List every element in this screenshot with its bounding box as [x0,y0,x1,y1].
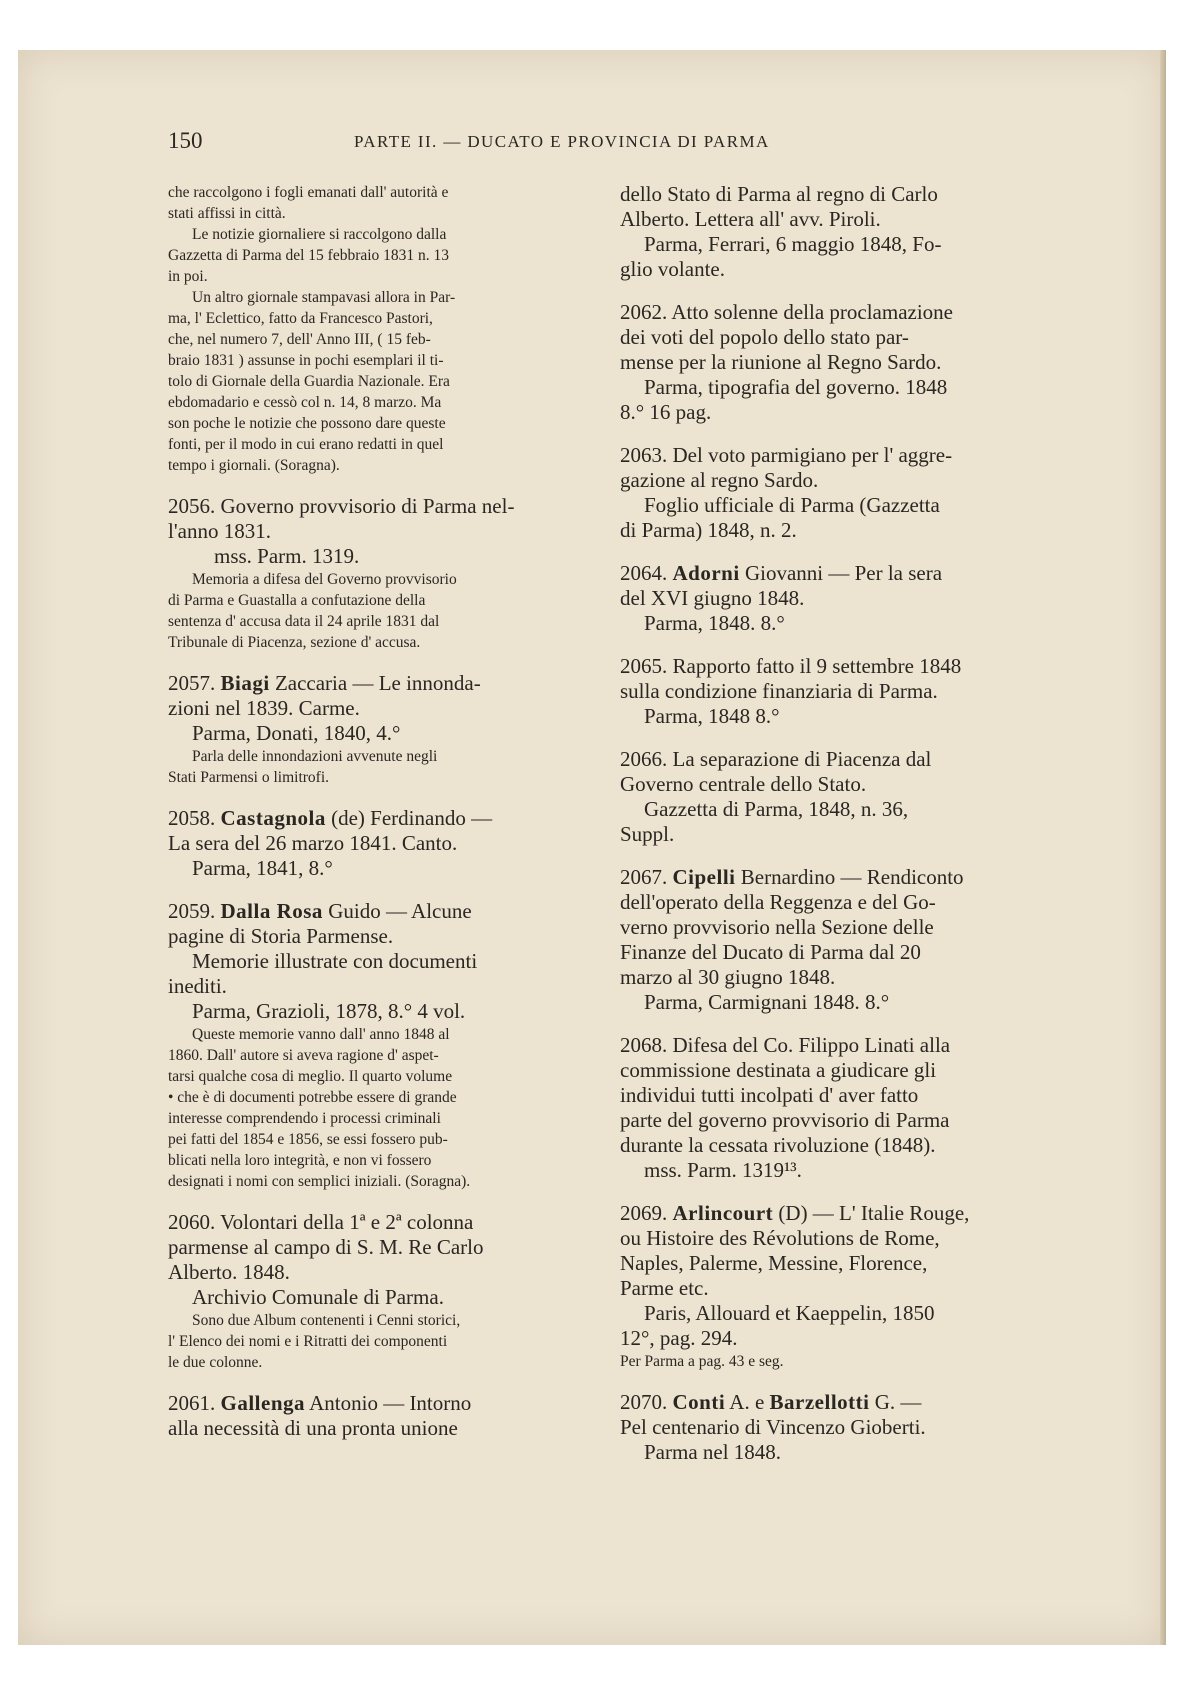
entry-title: Alberto. 1848. [168,1260,290,1284]
entry-imprint: Parma nel 1848. [644,1440,782,1464]
entry-2063 [620,443,1065,543]
entry-title: Giovanni — Per la sera [744,561,943,585]
entry-title: Naples, Palerme, Messine, Florence, [620,1251,928,1275]
page-number: 150 [168,128,203,153]
intro-notes [168,182,590,476]
entry-number: 2059. [168,899,216,923]
entry-title: parmense al campo di S. M. Re Carlo [168,1235,484,1259]
page-header [168,128,868,158]
entry-title: Finanze del Ducato di Parma dal 20 [620,940,921,964]
note-line: Sono due Album contenenti i Cenni storici, [192,1312,461,1329]
entry-title: Guido — Alcune [328,899,472,923]
note-line: Parla delle innondazioni avvenute negli [192,748,438,765]
entry-number: 2060. [168,1210,216,1234]
entry-title: Pel centenario di Vincenzo Gioberti. [620,1415,926,1439]
entry-title: Memorie illustrate con documenti [192,949,478,973]
entry-title: mense per la riunione al Regno Sardo. [620,350,942,374]
entry-number: 2067. [620,865,668,889]
entry-number: 2057. [168,671,216,695]
note-line: sentenza d' accusa data il 24 aprile 1831 dal [168,613,440,630]
note-line: interesse comprendendo i processi criminali [168,1110,441,1127]
entry-number: 2056. [168,494,216,518]
entry-author: Adorni [672,561,740,585]
note-line: tarsi qualche cosa di meglio. Il quarto volume [168,1068,453,1085]
entry-2061-continued [620,182,1065,282]
entry-author: Castagnola [220,806,326,830]
entry-number: 2061. [168,1391,216,1415]
entry-imprint: Parma, Grazioli, 1878, 8.° 4 vol. [192,999,466,1023]
note-line: che raccolgono i fogli emanati dall' autorità e [168,184,449,201]
entry-2066 [620,747,1065,847]
entry-2065 [620,654,1065,729]
entry-title: zioni nel 1839. Carme. [168,696,360,720]
entry-title: dello Stato di Parma al regno di Carlo [620,182,938,206]
entry-imprint: Parma, 1841, 8.° [192,856,333,880]
entry-title: durante la cessata rivoluzione (1848). [620,1133,936,1157]
note-line: Gazzetta di Parma del 15 febbraio 1831 n. 13 [168,247,450,264]
entry-author: Biagi [220,671,270,695]
note-line: in poi. [168,268,208,285]
entry-number: 2062. [620,300,668,324]
entry-location: mss. Parm. 1319¹³. [644,1158,802,1182]
entry-title: sulla condizione finanziaria di Parma. [620,679,938,703]
entry-title: Del voto parmigiano per l' aggre- [672,443,953,467]
note-line: fonti, per il modo in cui erano redatti in quel [168,436,444,453]
entry-title: Difesa del Co. Filippo Linati alla [672,1033,951,1057]
entry-number: 2065. [620,654,668,678]
entry-imprint: Foglio ufficiale di Parma (Gazzetta [644,493,940,517]
entry-number: 2070. [620,1390,668,1414]
entry-author: Gallenga [220,1391,306,1415]
note-line: braio 1831 ) assunse in pochi esemplari il ti- [168,352,444,369]
entry-title: ou Histoire des Révolutions de Rome, [620,1226,940,1250]
entry-2057 [168,671,590,788]
entry-title: gazione al regno Sardo. [620,468,819,492]
note-line: Un altro giornale stampavasi allora in Par- [192,289,456,306]
entry-imprint: Parma, Donati, 1840, 4.° [192,721,401,745]
note-line: stati affissi in città. [168,205,286,222]
entry-imprint: Paris, Allouard et Kaeppelin, 1850 [644,1301,935,1325]
entry-title: Governo provvisorio di Parma nel- [220,494,515,518]
note-line: l' Elenco dei nomi e i Ritratti dei componenti [168,1333,448,1350]
entry-imprint: Parma, 1848. 8.° [644,611,785,635]
entry-title: pagine di Storia Parmense. [168,924,394,948]
note-line: ebdomadario e cessò col n. 14, 8 marzo. Ma [168,394,442,411]
note-line: designati i nomi con semplici iniziali. (Soragna). [168,1173,471,1190]
entry-2056 [168,494,590,653]
entry-title: G. — [874,1390,922,1414]
entry-title: individui tutti incolpati d' aver fatto [620,1083,919,1107]
entry-title: Rapporto fatto il 9 settembre 1848 [672,654,962,678]
entry-title: inediti. [168,974,227,998]
entry-imprint: Gazzetta di Parma, 1848, n. 36, [644,797,909,821]
note-line: son poche le notizie che possono dare queste [168,415,446,432]
entry-title: Alberto. Lettera all' avv. Piroli. [620,207,881,231]
entry-location: mss. Parm. 1319. [214,544,360,568]
entry-title: Parme etc. [620,1276,709,1300]
note-line: ma, l' Eclettico, fatto da Francesco Pastori, [168,310,433,327]
entry-author: Cipelli [672,865,736,889]
note-line: 1860. Dall' autore si aveva ragione d' aspet- [168,1047,439,1064]
note-line: che, nel numero 7, dell' Anno III, ( 15 feb- [168,331,431,348]
entry-number: 2058. [168,806,216,830]
left-column [168,182,590,1459]
entry-author: Dalla Rosa [220,899,323,923]
entry-imprint: Parma, tipografia del governo. 1848 [644,375,948,399]
entry-2062 [620,300,1065,425]
entry-title: Volontari della 1ª e 2ª colonna [220,1210,474,1234]
entry-title: A. e [729,1390,765,1414]
entry-2069 [620,1201,1065,1372]
entry-imprint: Parma, 1848 8.° [644,704,780,728]
entry-imprint: di Parma) 1848, n. 2. [620,518,797,542]
entry-number: 2066. [620,747,668,771]
entry-number: 2068. [620,1033,668,1057]
entry-2070 [620,1390,1065,1465]
entry-2060 [168,1210,590,1373]
entry-title: marzo al 30 giugno 1848. [620,965,836,989]
entry-title: Antonio — Intorno [309,1391,472,1415]
entry-imprint: 12°, pag. 294. [620,1326,738,1350]
entry-title: La sera del 26 marzo 1841. Canto. [168,831,458,855]
entry-author: Arlincourt [672,1201,774,1225]
entry-title: l'anno 1831. [168,519,271,543]
entry-imprint: glio volante. [620,257,725,281]
entry-location: Archivio Comunale di Parma. [192,1285,444,1309]
right-column [620,182,1065,1483]
page-edge [1160,50,1166,1645]
note-line: Le notizie giornaliere si raccolgono dalla [192,226,447,243]
entry-imprint: Suppl. [620,822,675,846]
entry-title: del XVI giugno 1848. [620,586,805,610]
entry-title: verno provvisorio nella Sezione delle [620,915,934,939]
note-line: Memoria a difesa del Governo provvisorio [192,571,457,588]
note-line: di Parma e Guastalla a confutazione della [168,592,426,609]
entry-author: Barzellotti [769,1390,870,1414]
entry-number: 2064. [620,561,668,585]
entry-2067 [620,865,1065,1015]
entry-title: Zaccaria — Le innonda- [274,671,481,695]
note-line: • che è di documenti potrebbe essere di grande [168,1089,457,1106]
note-line: tolo di Giornale della Guardia Nazionale. Era [168,373,450,390]
note-line: Per Parma a pag. 43 e seg. [620,1353,784,1370]
note-line: Stati Parmensi o limitrofi. [168,769,330,786]
entry-title: (D) — L' Italie Rouge, [778,1201,970,1225]
entry-number: 2069. [620,1201,668,1225]
entry-title: parte del governo provvisorio di Parma [620,1108,950,1132]
entry-2068 [620,1033,1065,1183]
entry-imprint: Parma, Ferrari, 6 maggio 1848, Fo- [644,232,942,256]
entry-title: Atto solenne della proclamazione [671,300,953,324]
note-line: pei fatti del 1854 e 1856, se essi fossero pub- [168,1131,448,1148]
entry-title: alla necessità di una pronta unione [168,1416,458,1440]
entry-author: Conti [672,1390,726,1414]
entry-imprint: Parma, Carmignani 1848. 8.° [644,990,890,1014]
note-line: Tribunale di Piacenza, sezione d' accusa. [168,634,421,651]
entry-title: (de) Ferdinando — [331,806,493,830]
entry-2061 [168,1391,590,1441]
entry-title: Governo centrale dello Stato. [620,772,867,796]
entry-title: commissione destinata a giudicare gli [620,1058,937,1082]
note-line: blicati nella loro integrità, e non vi fossero [168,1152,432,1169]
entry-title: dei voti del popolo dello stato par- [620,325,909,349]
entry-title: dell'operato della Reggenza e del Go- [620,890,936,914]
entry-2058 [168,806,590,881]
entry-2059 [168,899,590,1192]
note-line: tempo i giornali. (Soragna). [168,457,340,474]
entry-number: 2063. [620,443,668,467]
running-title: PARTE II. — DUCATO E PROVINCIA DI PARMA [354,132,770,151]
entry-title: Bernardino — Rendiconto [740,865,964,889]
note-line: Queste memorie vanno dall' anno 1848 al [192,1026,450,1043]
entry-imprint: 8.° 16 pag. [620,400,712,424]
note-line: le due colonne. [168,1354,263,1371]
entry-title: La separazione di Piacenza dal [672,747,932,771]
entry-2064 [620,561,1065,636]
